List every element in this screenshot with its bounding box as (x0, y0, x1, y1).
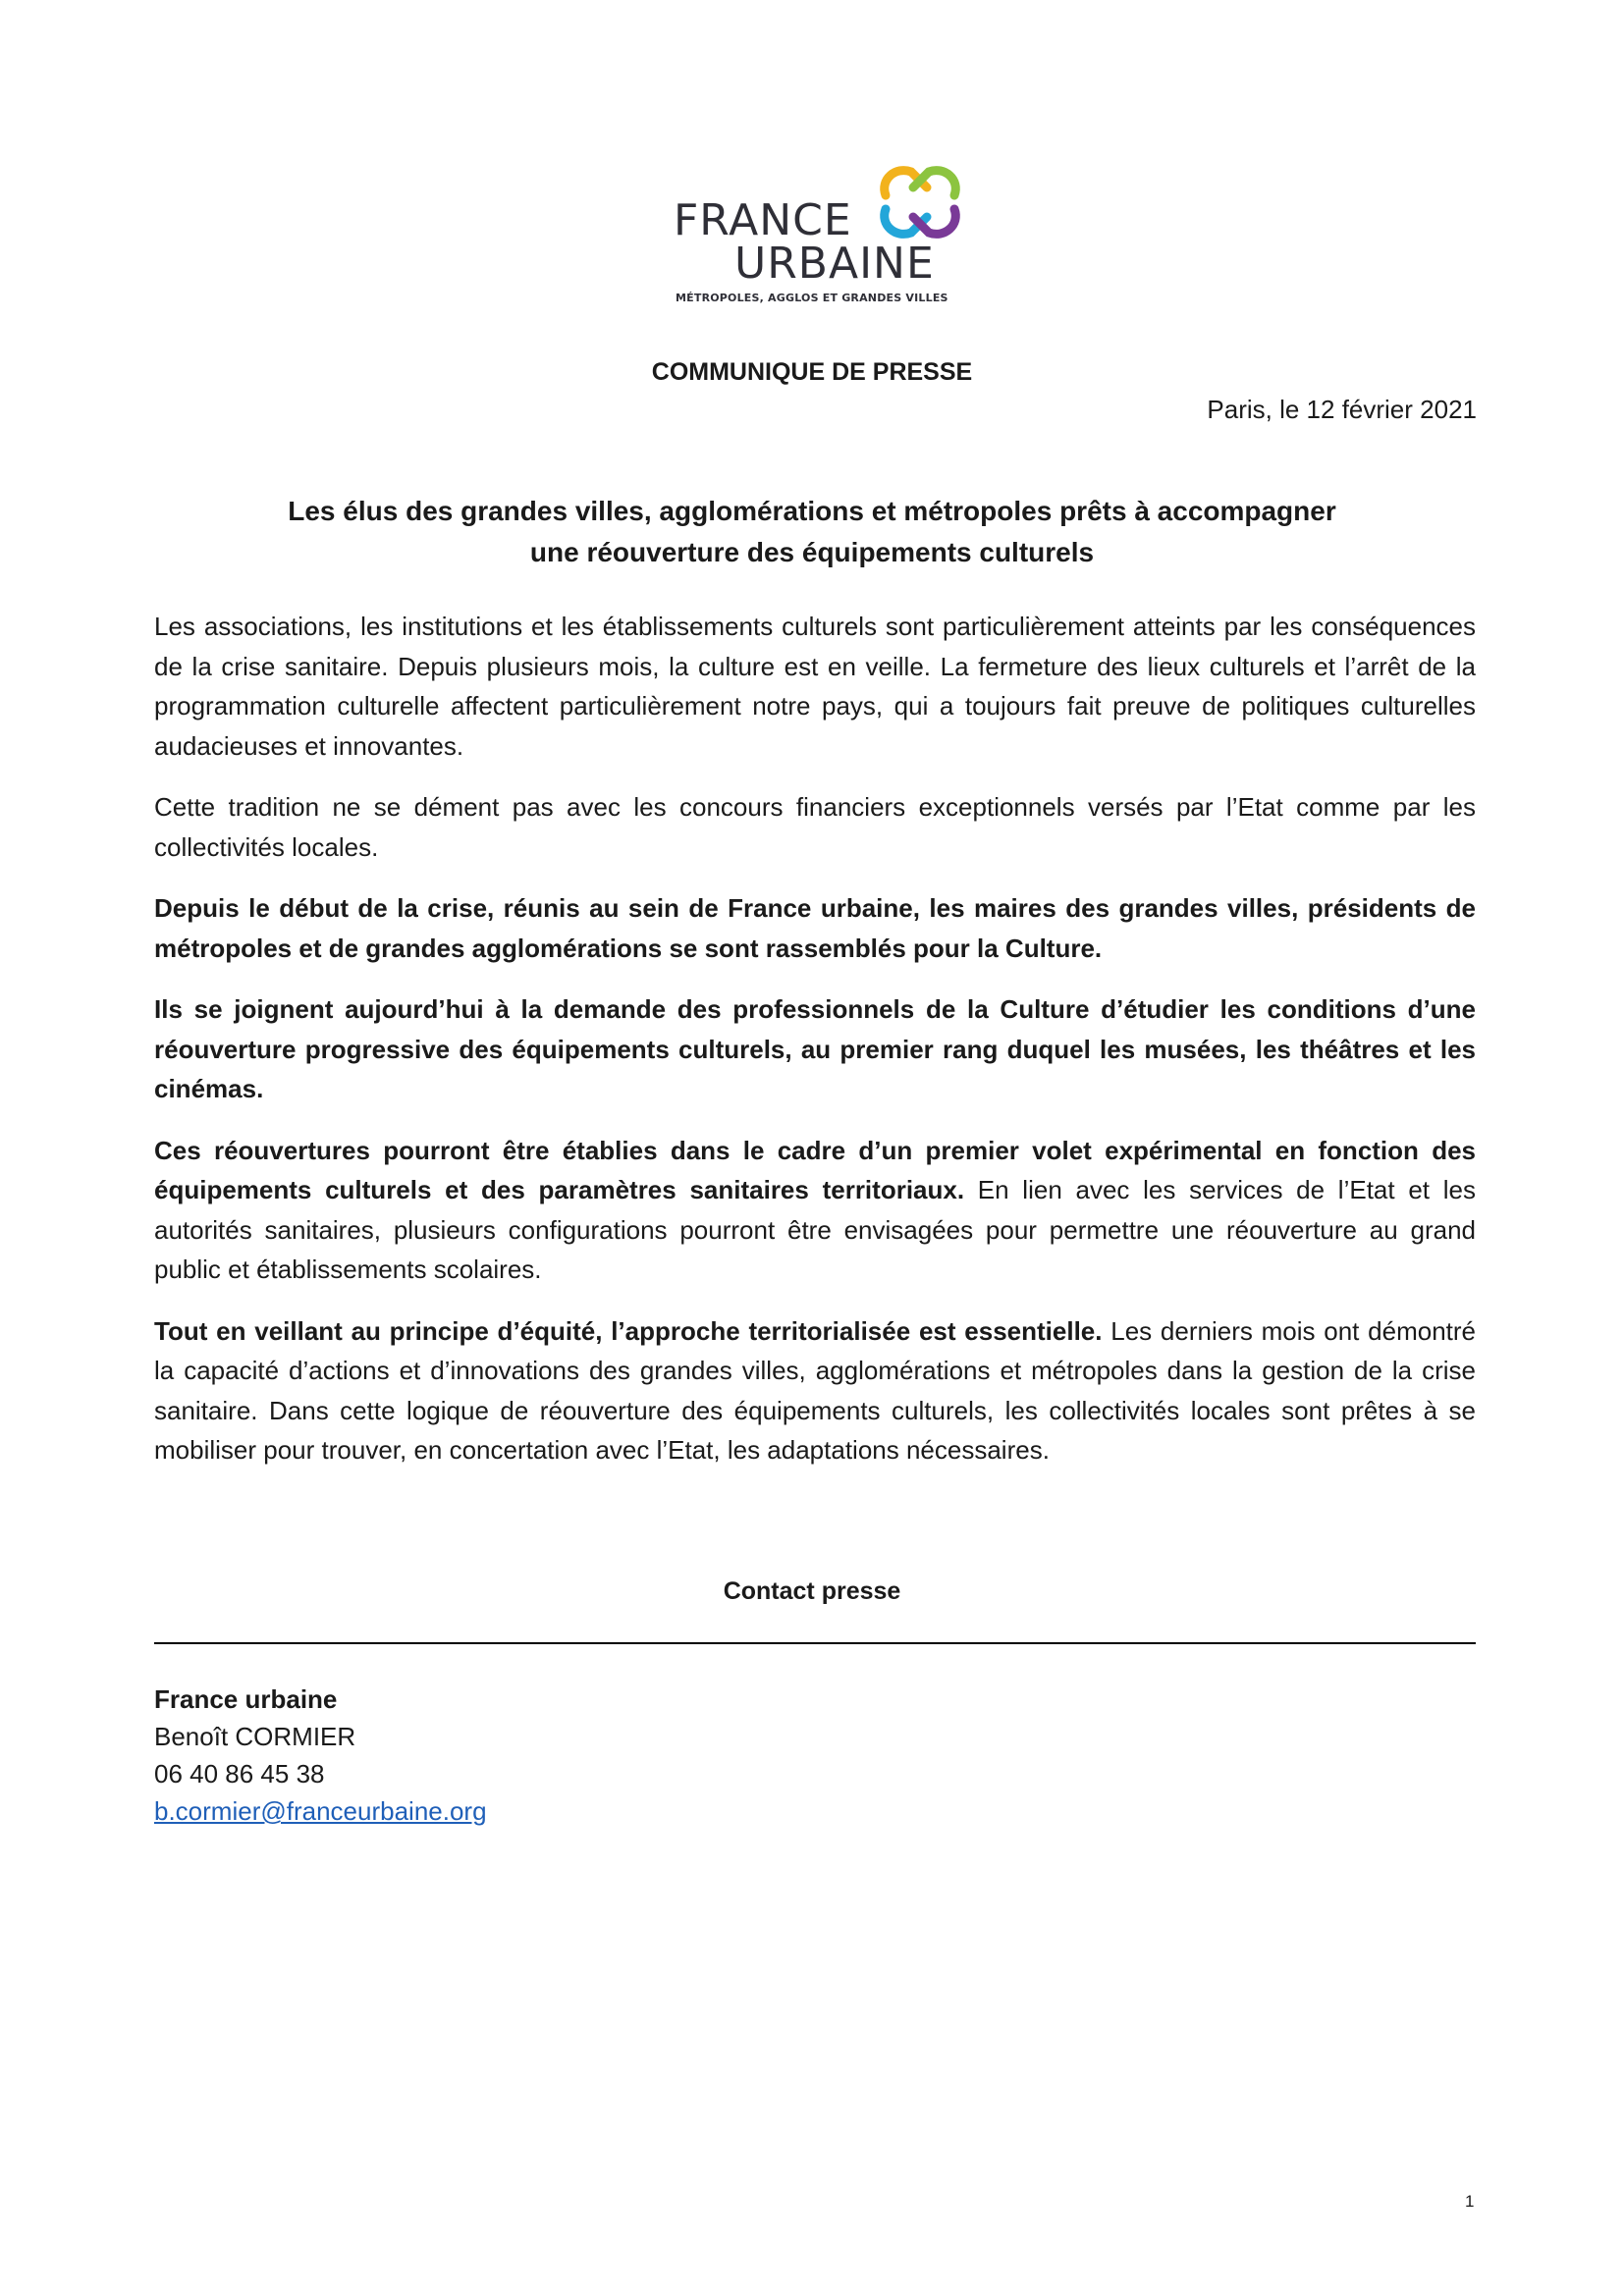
paragraph-6-bold: Tout en veillant au principe d’équité, l’approche territorialisée est essentielle. (154, 1315, 1103, 1346)
contact-name: Benoît CORMIER (154, 1722, 356, 1751)
contact-block (154, 1681, 487, 1830)
france-urbaine-logo (674, 162, 968, 309)
paragraph-4: Ils se joignent aujourd’hui à la demande des professionnels de la Culture d’étudier les conditions d’une réouverture progressive des équipements culturels, au premier rang duquel les musées, les théâtres et les cinémas. (154, 994, 1476, 1103)
paragraph-5-bold: Ces réouvertures pourront être établies dans le cadre d’un premier volet expérimental en fonction des équipements culturels et des paramètres sanitaires territoriaux. (154, 1135, 1476, 1204)
paragraph-5-rest: En lien avec les services de l’Etat et les autorités sanitaires, plusieurs configurations pourront être envisagées pour permettre une réouverture au grand public et établissements scolaires. (154, 1175, 1476, 1284)
paragraph-1: Les associations, les institutions et les établissements culturels sont particulièrement atteints par les conséquences de la crise sanitaire. Depuis plusieurs mois, la culture est en veille. La fermeture des lieux culturels et l’arrêt de la programmation culturelle affectent particulièrement notre pays, qui a toujours fait preuve de politiques culturelles audacieuses et innovantes. (154, 612, 1476, 761)
paragraph-3: Depuis le début de la crise, réunis au sein de France urbaine, les maires des grandes villes, présidents de métropoles et de grandes agglomérations se sont rassemblés pour la Culture. (154, 893, 1476, 963)
contact-heading: Contact presse (723, 1577, 901, 1605)
paragraph-6-rest: Les derniers mois ont démontré la capacité d’actions et d’innovations des grandes villes, agglomérations et métropoles dans la gestion de la crise sanitaire. Dans cette logique de réouverture des équipements culturels, les collectivités locales sont prêtes à se mobiliser pour trouver, en concertation avec l’Etat, les adaptations nécessaires. (154, 1315, 1476, 1465)
title-line-1: Les élus des grandes villes, agglomérations et métropoles prêts à accompagner (288, 496, 1336, 526)
logo-word-urbaine: URBAINE (734, 239, 935, 289)
page-number: 1 (1465, 2192, 1475, 2211)
paragraph-6 (154, 1311, 1476, 1470)
interlocking-loops-logo-icon (878, 162, 962, 242)
title-line-2: une réouverture des équipements culturels (529, 537, 1095, 567)
document-body (154, 607, 1476, 1492)
dateline: Paris, le 12 février 2021 (1207, 395, 1477, 424)
divider-line (154, 1642, 1476, 1644)
press-release-label: COMMUNIQUE DE PRESSE (651, 358, 973, 386)
logo-word-france: FRANCE (674, 195, 852, 245)
contact-phone: 06 40 86 45 38 (154, 1759, 325, 1789)
document-title (0, 491, 1624, 573)
logo-tagline: MÉTROPOLES, AGGLOS ET GRANDES VILLES (676, 292, 948, 304)
paragraph-2: Cette tradition ne se dément pas avec les concours financiers exceptionnels versés par l’Etat comme par les collectivités locales. (154, 792, 1476, 862)
paragraph-5 (154, 1131, 1476, 1290)
contact-email-link[interactable]: b.cormier@franceurbaine.org (154, 1796, 487, 1826)
contact-organization: France urbaine (154, 1684, 338, 1714)
